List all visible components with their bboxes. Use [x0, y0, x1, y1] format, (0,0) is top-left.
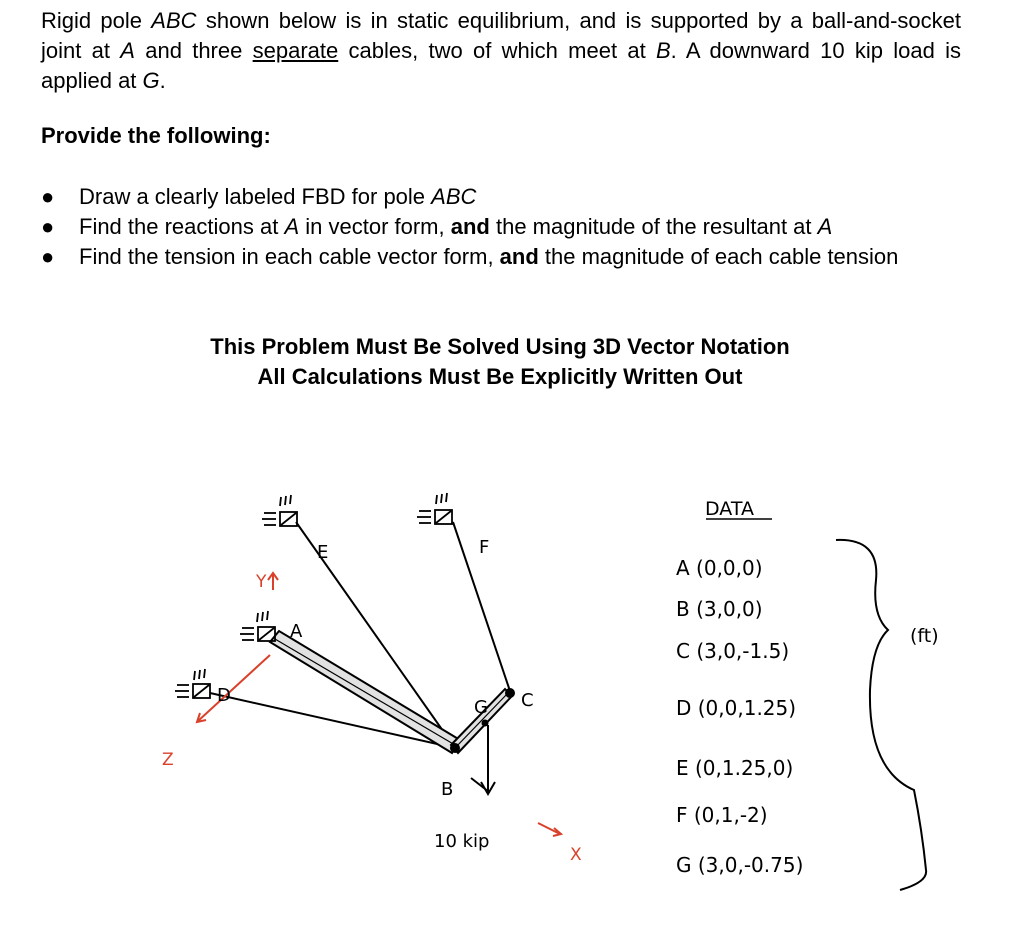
- list-item: [41, 182, 961, 212]
- label-b: B: [441, 779, 454, 800]
- data-point-e: E (0,1.25,0): [676, 756, 794, 780]
- point-b: B: [655, 38, 671, 63]
- list-item: [41, 212, 961, 242]
- task-text: Find the reactions at: [79, 214, 285, 239]
- intro-text-5: . A downward 10 kip load is applied at: [41, 38, 962, 93]
- axis-x-label: X: [570, 845, 582, 865]
- load-arrow: [481, 725, 495, 794]
- point-c-dot: [505, 688, 515, 698]
- task-strong: and: [499, 244, 539, 269]
- joint-a: A: [120, 38, 135, 63]
- problem-statement: [41, 6, 961, 96]
- pole-diagram: [0, 470, 1024, 910]
- data-point-d: D (0,0,1.25): [676, 696, 797, 720]
- point-g: G: [142, 68, 160, 93]
- task-text: in vector form,: [299, 214, 451, 239]
- label-a: A: [290, 621, 303, 642]
- joint-b-dot: [450, 743, 460, 753]
- data-point-a: A (0,0,0): [676, 556, 763, 580]
- units-note: (ft): [910, 625, 939, 647]
- cables: [210, 522, 511, 748]
- label-f: F: [479, 537, 490, 558]
- intro-text-2: shown below is in static equilibrium, and is supported by a ball-and-socket joint at: [41, 8, 961, 63]
- task-strong: and: [450, 214, 490, 239]
- axis-z: [197, 655, 270, 722]
- axis-x: [538, 823, 561, 836]
- bullet-icon: ●: [41, 214, 55, 239]
- intro-text-6: .: [159, 68, 166, 93]
- task-emphasis: ABC: [431, 184, 477, 209]
- intro-text-4: cables, two of which meet at: [338, 38, 656, 63]
- data-brace: [836, 540, 926, 890]
- anchor-d-icon: [175, 669, 210, 698]
- notice-line-1: This Problem Must Be Solved Using 3D Vector Notation: [210, 334, 790, 359]
- task-text: the magnitude of the resultant at: [489, 214, 818, 239]
- label-e: E: [317, 542, 329, 563]
- notice-line-2: All Calculations Must Be Explicitly Written Out: [257, 364, 743, 389]
- axis-y-label: Y: [256, 572, 267, 592]
- label-g: G: [474, 697, 488, 718]
- separate-underlined: separate: [252, 38, 339, 63]
- data-title: DATA: [705, 498, 754, 520]
- intro-text-1: Rigid pole: [41, 8, 152, 33]
- data-point-g: G (3,0,-0.75): [676, 853, 804, 877]
- provide-heading: Provide the following:: [41, 123, 271, 148]
- task-text: the magnitude of each cable tension: [538, 244, 899, 269]
- data-point-b: B (3,0,0): [676, 597, 763, 621]
- data-point-f: F (0,1,-2): [676, 803, 768, 827]
- anchor-e-icon: [262, 495, 297, 526]
- anchor-f-icon: [417, 493, 452, 524]
- task-emphasis: A: [284, 214, 300, 239]
- label-c: C: [521, 690, 534, 711]
- label-b-leader: [471, 778, 489, 792]
- bullet-icon: ●: [41, 184, 55, 209]
- intro-text-3: and three: [134, 38, 253, 63]
- axis-z-label: Z: [162, 750, 174, 770]
- task-text: Draw a clearly labeled FBD for pole: [79, 184, 432, 209]
- bullet-icon: ●: [41, 244, 55, 269]
- axis-y: [268, 573, 278, 590]
- load-label: 10 kip: [434, 831, 490, 852]
- task-list: [41, 182, 961, 272]
- list-item: [41, 242, 961, 272]
- pole-name: ABC: [151, 8, 197, 33]
- task-text: Find the tension in each cable vector form,: [79, 244, 500, 269]
- label-d: D: [217, 685, 231, 706]
- anchor-a-icon: [240, 611, 275, 641]
- data-point-c: C (3,0,-1.5): [676, 639, 790, 663]
- data-list: [676, 556, 803, 877]
- task-emphasis: A: [817, 214, 833, 239]
